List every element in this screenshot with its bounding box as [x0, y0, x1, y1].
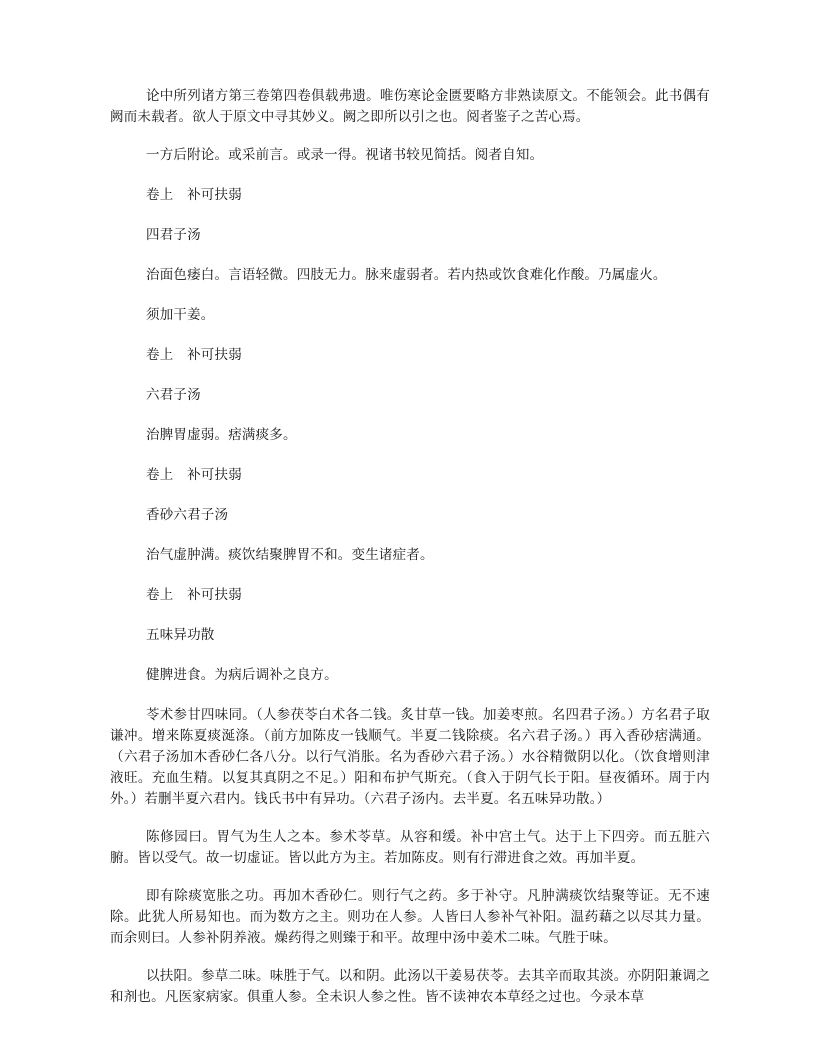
paragraph: 陈修园曰。胃气为生人之本。参术苓草。从容和缓。补中宫土气。达于上下四旁。而五脏六腑。皆以受气。故一切虚证。皆以此方为主。若加陈皮。则有行滞进食之效。再加半夏。: [110, 829, 710, 866]
paragraph: 论中所列诸方第三卷第四卷俱载弗遗。唯伤寒论金匮要略方非熟读原文。不能领会。此书偶有阙而未载者。欲人于原文中寻其妙义。阙之即所以引之也。阅者鉴子之苦心焉。: [110, 88, 710, 125]
section-heading: 卷上 补可扶弱: [146, 187, 242, 203]
paragraph: 苓术参甘四味同。（人参茯苓白术各二钱。炙甘草一钱。加姜枣煎。名四君子汤。）方名君子取谦冲。增来陈夏痰涎涤。（前方加陈皮一钱顺气。半夏二钱除痰。名六君子汤。）再入香砂痞满通。（六君子汤加木香砂仁各八分。以行气消胀。名为香砂六君子汤。）水谷精微阴以化。（饮食增则津液旺。充血生精。以复其真阴之不足。）阳和布护气斯充。（食入于阴气长于阳。昼夜循环。周于内外。）若删半夏六君内。钱氏书中有异功。（六君子汤内。去半夏。名五味异功散。）: [110, 707, 710, 807]
formula-title: 六君子汤: [146, 387, 201, 403]
formula-title: 五味异功散: [146, 627, 215, 643]
paragraph: 一方后附论。或采前言。或录一得。视诸书较见简括。阅者自知。: [146, 147, 544, 163]
formula-title: 香砂六君子汤: [146, 507, 229, 523]
formula-title: 四君子汤: [146, 227, 201, 243]
paragraph: 以扶阳。参草二味。味胜于气。以和阴。此汤以干姜易茯苓。去其辛而取其淡。亦阴阳兼调之和剂也。凡医家病家。俱重人参。全未识人参之性。皆不读神农本草经之过也。今录本草: [110, 968, 710, 1005]
section-heading: 卷上 补可扶弱: [146, 587, 242, 603]
paragraph: 治脾胃虚弱。痞满痰多。: [146, 427, 297, 443]
section-heading: 卷上 补可扶弱: [146, 347, 242, 363]
document-page: [110, 86, 710, 1025]
section-heading: 卷上 补可扶弱: [146, 467, 242, 483]
paragraph: 治气虚肿满。痰饮结聚脾胃不和。变生诸症者。: [146, 547, 434, 563]
paragraph: 健脾进食。为病后调补之良方。: [146, 667, 338, 683]
paragraph: 治面色痿白。言语轻微。四肢无力。脉来虚弱者。若内热或饮食难化作酸。乃属虚火。: [146, 267, 667, 283]
paragraph: 即有除痰宽胀之功。再加木香砂仁。则行气之药。多于补守。凡肿满痰饮结聚等证。无不速除。此犹人所易知也。而为数方之主。则功在人参。人皆曰人参补气补阳。温药藉之以尽其力量。而余则曰。人参补阴养液。燥药得之则臻于和平。故理中汤中姜术二味。气胜于味。: [110, 888, 710, 946]
paragraph: 须加干姜。: [146, 307, 215, 323]
